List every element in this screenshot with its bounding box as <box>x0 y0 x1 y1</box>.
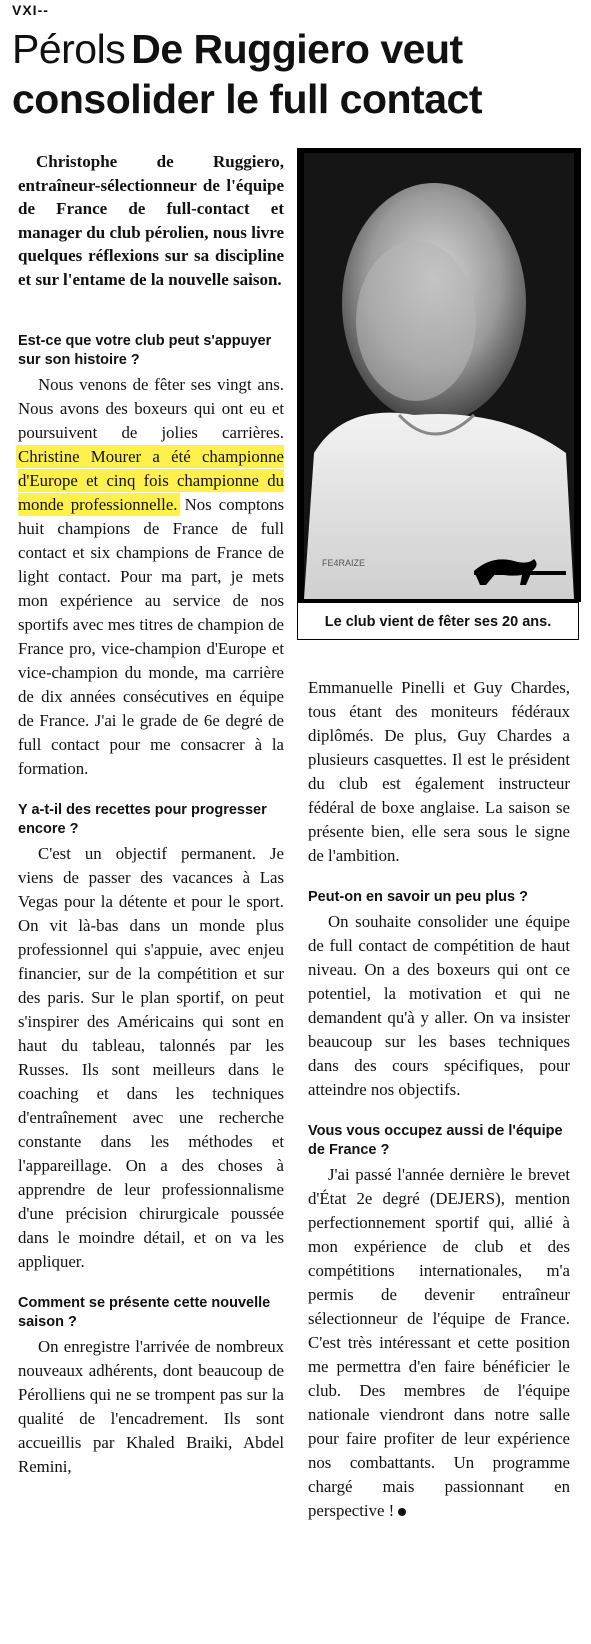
answer-3-continued: Emmanuelle Pinelli et Guy Chardes, tous étant des moniteurs fédéraux diplômés. De plus, Guy Chardes a plusieurs casquettes. Il est le président du club est également instructeur fédéral de boxe anglaise. La saison se présente bien, elle sera sous le signe de l'ambition. <box>308 678 570 865</box>
question-2: Y a-t-il des recettes pour progresser encore ? <box>18 802 267 837</box>
headline-place: Pérols <box>12 26 126 72</box>
photo-caption: Le club vient de fêter ses 20 ans. <box>297 602 579 640</box>
end-of-article-mark <box>398 1508 406 1516</box>
headline-title: De Ruggiero veut consolider le full contact <box>12 26 482 122</box>
section-kicker: VXI-- <box>12 2 49 18</box>
article-photo <box>297 148 581 602</box>
question-4: Peut-on en savoir un peu plus ? <box>308 889 528 905</box>
answer-1 <box>18 373 284 781</box>
right-column <box>308 676 570 1543</box>
question-3: Comment se présente cette nouvelle saison ? <box>18 1295 271 1330</box>
highlighted-passage: Christine Mourer a été championne d'Europe et cinq fois championne du monde professionnelle. <box>18 447 284 514</box>
portrait-illustration <box>304 153 574 599</box>
answer-3: On enregistre l'arrivée de nombreux nouveaux adhérents, dont beaucoup de Pérolliens qui ne se trompent pas sur la qualité de l'encadrement. Ils sont accueillis par Khaled Braiki, Abdel Remini, <box>18 1337 284 1476</box>
answer-2: C'est un objectif permanent. Je viens de passer des vacances à Las Vegas pour la détente et pour le sport. On vit là-bas dans un monde plus professionnel qui s'appuie, avec enjeu financier, sur de la compétition et sur des paris. Sur le plan sportif, on peut s'inspirer des Américains qui sont en haut du tableau, talonnés par les Russes. Ils sont meilleurs dans le coaching et dans les techniques d'entraînement avec une recherche constante dans les méthodes et l'appareillage. On a des choses à apprendre de leur professionnalisme d'une précision chirurgicale poussée dans le moindre détail, et on va les appliquer. <box>18 844 284 1271</box>
lede-paragraph: Christophe de Ruggiero, entraîneur-sélectionneur de l'équipe de France de full-contact et manager du club pérolien, nous livre quelques réflexions sur sa discipline et sur l'entame de la nouvelle saison. <box>18 152 284 289</box>
headline <box>12 24 582 124</box>
question-1: Est-ce que votre club peut s'appuyer sur son histoire ? <box>18 333 272 368</box>
answer-5-text: J'ai passé l'année dernière le brevet d'État 2e degré (DEJERS), mention perfectionnement sportif qui, allié à mon expérience de club et des compétitions internationales, m'a permis de devenir entraîneur sélectionneur de l'équipe de France. C'est très intéressant et cette position me permettra d'en faire bénéficier le club. Des membres de l'équipe nationale viendront dans notre salle pour faire profiter de leur expérience nos combattants. Un programme chargé mais passionnant en perspective ! <box>308 1165 570 1520</box>
photo-inset-text: FE4RAIZE <box>322 558 366 568</box>
photo-image <box>304 153 574 599</box>
answer-1-part-2: Nos comptons huit champions de France de full contact et six champions de France de light contact. Pour ma part, je mets mon expérience au service de nos sportifs avec mes titres de champion de France pro, vice-champion d'Europe et vice-champion du monde, ma carrière de dix années consécutives en équipe de France. J'ai le grade de 6e degré de full contact pour me consacrer à la formation. <box>18 495 284 778</box>
answer-1-part-1: Nous venons de fêter ses vingt ans. Nous avons des boxeurs qui ont eu et poursuivent de jolies carrières. <box>18 375 284 442</box>
answer-4: On souhaite consolider une équipe de full contact de compétition de haut niveau. On a des boxeurs qui ont ce potentiel, la motivation et qui ne demandent qu'à y aller. On va insister beaucoup sur les bases techniques dans des cours spécifiques, pour atteindre nos objectifs. <box>308 912 570 1099</box>
answer-5 <box>308 1163 570 1523</box>
left-column <box>18 332 284 1499</box>
question-5: Vous vous occupez aussi de l'équipe de France ? <box>308 1123 563 1158</box>
